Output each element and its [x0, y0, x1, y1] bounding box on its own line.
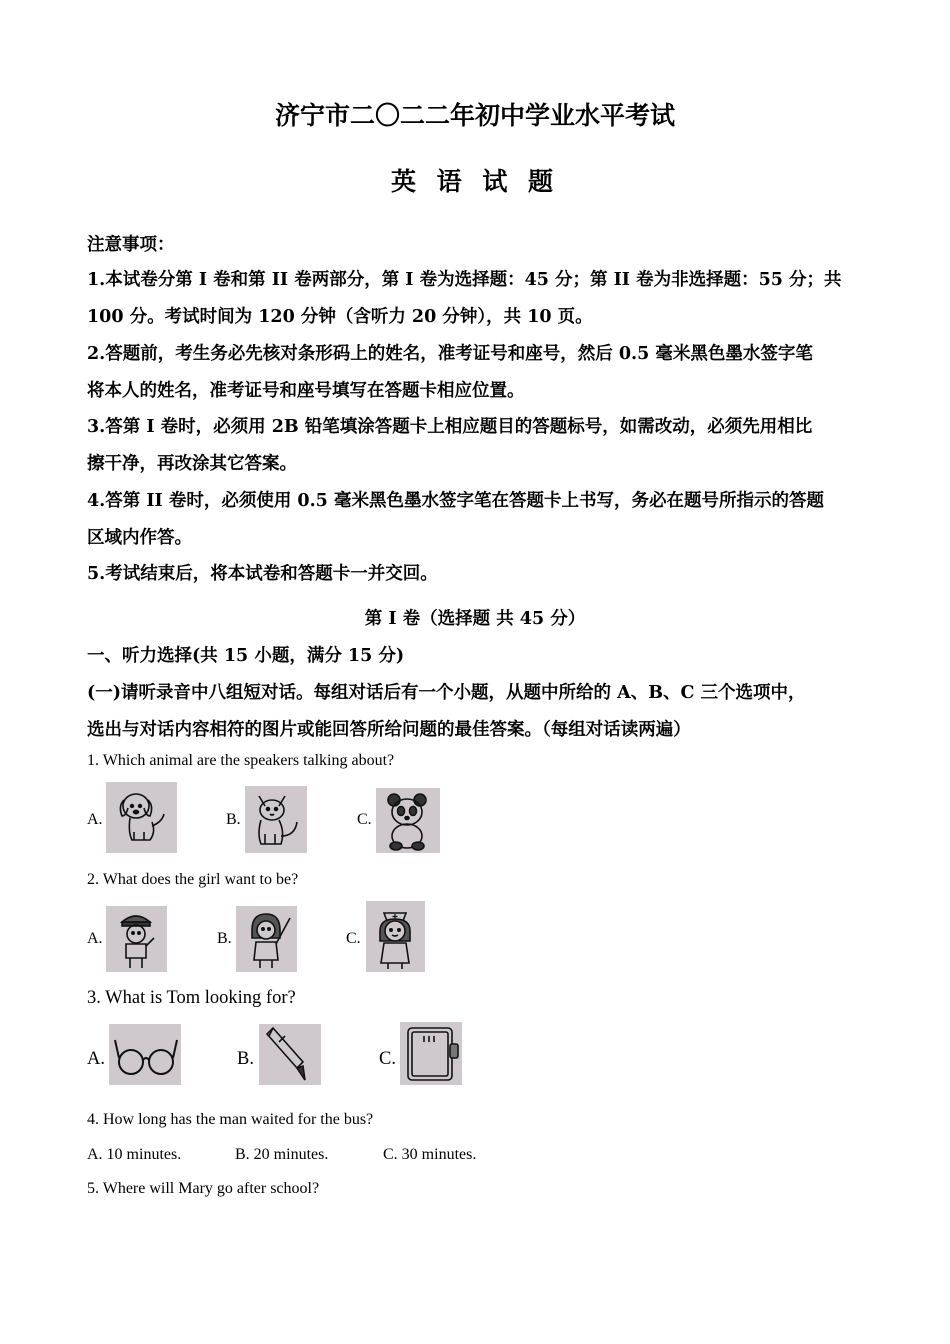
option-c-label: C. [357, 811, 372, 828]
pen-icon [259, 1024, 321, 1085]
option-c-label: C. [379, 1049, 396, 1069]
exam-subtitle: 英 语 试 题 [390, 167, 560, 196]
nurse-icon [366, 901, 425, 972]
notes-heading: 注意事项： [87, 235, 175, 255]
option-a-label: A. 10 minutes. [87, 1146, 182, 1163]
teacher-icon [236, 906, 297, 972]
notebook-icon [400, 1022, 462, 1085]
section-title: 第 I 卷（选择题 共 45 分） [364, 609, 586, 629]
glasses-icon [109, 1024, 181, 1085]
notes-line: 4.答第 II 卷时，必须使用 0.5 毫米黑色墨水签字笔在答题卡上书写，务必在题号所指示的答题 [87, 491, 824, 511]
option-b-label: B. [237, 1049, 254, 1069]
question-2: 2. What does the girl want to be? [87, 871, 299, 888]
notes-line: 将本人的姓名，准考证号和座号填写在答题卡相应位置。 [87, 381, 525, 401]
option-a-label: A. [87, 930, 103, 947]
option-a-label: A. [87, 1049, 105, 1069]
notes-line: 5.考试结束后，将本试卷和答题卡一并交回。 [87, 564, 438, 584]
instruction-line: 选出与对话内容相符的图片或能回答所给问题的最佳答案。（每组对话读两遍） [87, 720, 691, 740]
option-b-label: B. [226, 811, 241, 828]
question-4: 4. How long has the man waited for the bus? [87, 1111, 374, 1128]
cat-icon [245, 786, 307, 853]
question-3: 3. What is Tom looking for? [87, 988, 296, 1008]
option-c-label: C. 30 minutes. [383, 1146, 477, 1163]
dog-icon [106, 782, 177, 853]
panda-icon [376, 788, 440, 853]
notes-line: 擦干净，再改涂其它答案。 [87, 454, 297, 474]
notes-line: 2.答题前，考生务必先核对条形码上的姓名，准考证号和座号，然后 0.5 毫米黑色墨水签字笔 [87, 344, 813, 364]
question-5: 5. Where will Mary go after school? [87, 1180, 320, 1197]
police-officer-icon [106, 906, 167, 972]
option-b-label: B. 20 minutes. [235, 1146, 329, 1163]
exam-title: 济宁市二〇二二年初中学业水平考试 [274, 101, 675, 130]
notes-line: 3.答第 I 卷时，必须用 2B 铅笔填涂答题卡上相应题目的答题标号，如需改动，必须先用相比 [87, 417, 813, 437]
part-title: 一、听力选择(共 15 小题，满分 15 分) [87, 646, 405, 666]
option-b-label: B. [217, 930, 232, 947]
notes-line: 100 分。考试时间为 120 分钟（含听力 20 分钟），共 10 页。 [87, 307, 593, 327]
option-a-label: A. [87, 811, 103, 828]
option-c-label: C. [346, 930, 361, 947]
notes-line: 1.本试卷分第 I 卷和第 II 卷两部分，第 I 卷为选择题：45 分；第 II 卷为非选择题：55 分；共 [87, 270, 842, 290]
notes-line: 区域内作答。 [87, 528, 192, 548]
instruction-line: (一)请听录音中八组短对话。每组对话后有一个小题，从题中所给的 A、B、C 三个选项中， [87, 683, 806, 703]
question-1: 1. Which animal are the speakers talking about? [87, 752, 395, 769]
